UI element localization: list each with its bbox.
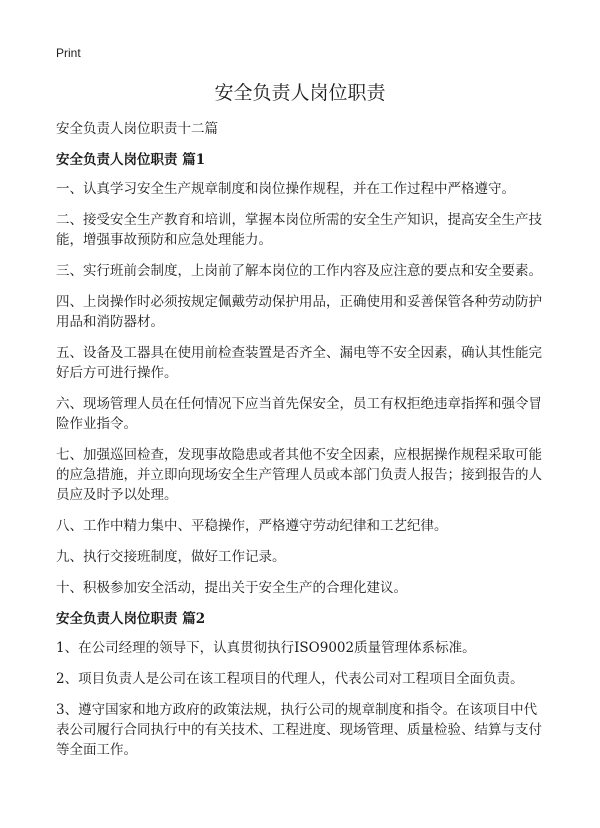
document-title: 安全负责人岗位职责 xyxy=(214,82,386,104)
paragraph: 七、加强巡回检查，发现事故隐患或者其他不安全因素，应根据操作规程采取可能的应急措施，并立即向现场安全生产管理人员或本部门负责人报告；接到报告的人员应及时予以处理。 xyxy=(56,447,542,503)
document-body xyxy=(56,119,550,771)
paragraph: 十、积极参加安全活动，提出关于安全生产的合理化建议。 xyxy=(56,580,407,596)
section-heading: 安全负责人岗位职责 篇2 xyxy=(56,611,206,627)
print-label: Print xyxy=(56,46,81,60)
paragraph: 3、遵守国家和地方政府的政策法规，执行公司的规章制度和指令。在该项目中代表公司履行合同执行中的有关技术、工程进度、现场管理、质量检验、结算与支付等全面工作。 xyxy=(56,702,542,758)
paragraph: 四、上岗操作时必须按规定佩戴劳动保护用品，正确使用和妥善保管各种劳动防护用品和消防器材。 xyxy=(56,294,542,330)
paragraph: 九、执行交接班制度，做好工作记录。 xyxy=(56,549,286,565)
section-1 xyxy=(56,150,550,598)
paragraph: 二、接受安全生产教育和培训，掌握本岗位所需的安全生产知识，提高安全生产技能，增强事故预防和应急处理能力。 xyxy=(56,212,542,248)
paragraph: 一、认真学习安全生产规章制度和岗位操作规程，并在工作过程中严格遵守。 xyxy=(56,181,515,197)
section-2 xyxy=(56,609,550,760)
paragraph: 六、现场管理人员在任何情况下应当首先保安全，员工有权拒绝违章指挥和强令冒险作业指令。 xyxy=(56,396,542,432)
document-subtitle: 安全负责人岗位职责十二篇 xyxy=(56,121,218,137)
paragraph: 2、项目负责人是公司在该工程项目的代理人，代表公司对工程项目全面负责。 xyxy=(56,671,524,687)
paragraph: 1、在公司经理的领导下，认真贯彻执行ISO9002质量管理体系标准。 xyxy=(56,640,476,656)
section-heading: 安全负责人岗位职责 篇1 xyxy=(56,152,206,168)
paragraph: 五、设备及工器具在使用前检查装置是否齐全、漏电等不安全因素，确认其性能完好后方可进行操作。 xyxy=(56,345,542,381)
paragraph: 八、工作中精力集中、平稳操作，严格遵守劳动纪律和工艺纪律。 xyxy=(56,518,448,534)
paragraph: 三、实行班前会制度，上岗前了解本岗位的工作内容及应注意的要点和安全要素。 xyxy=(56,263,542,279)
